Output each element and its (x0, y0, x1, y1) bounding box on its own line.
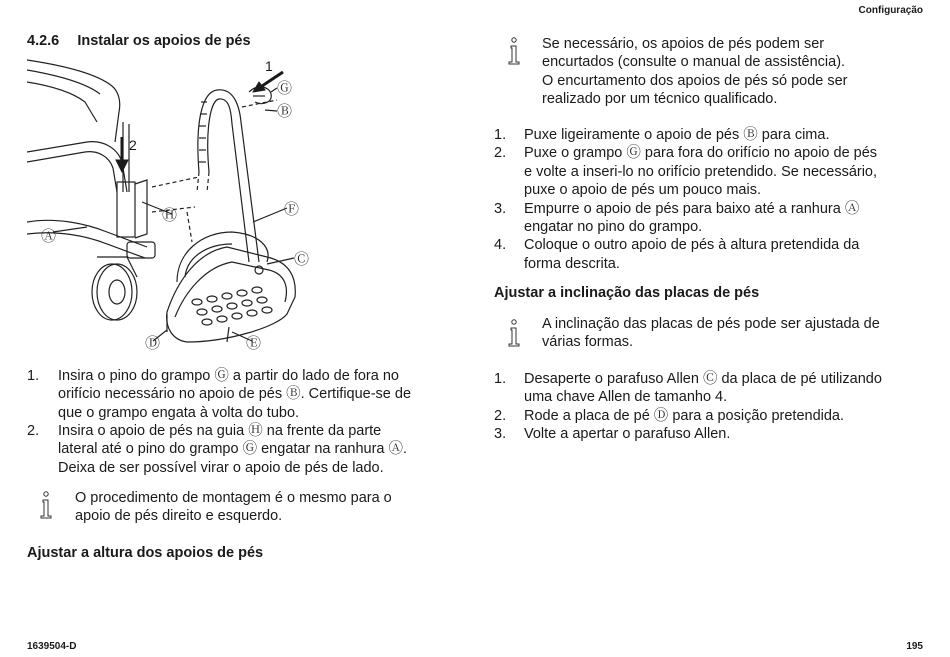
step-line: Deixa de ser possível virar o apoio de pés de lado. (58, 459, 384, 476)
step-line: forma descrita. (524, 255, 620, 272)
label-f: Ⓕ (284, 201, 300, 218)
label-e: Ⓔ (246, 335, 262, 352)
label-h: Ⓗ (162, 207, 178, 224)
step-line: Insira o pino do grampo Ⓖ a partir do lado de fora no (58, 368, 399, 384)
step-line: e volte a inseri-lo no orifício pretendido. Se necessário, (524, 163, 878, 180)
info-icon (37, 490, 55, 520)
step-line: uma chave Allen de tamanho 4. (524, 389, 728, 406)
list-item: 1. Insira o pino do grampo Ⓖ a partir do lado de fora no orifício necessário no apoio de pés Ⓑ. Certifique-se de que o grampo engata à volta do tubo. (27, 367, 442, 422)
info-icon (505, 318, 523, 348)
step-line: Insira o apoio de pés na guia Ⓗ na frente da parte (58, 423, 382, 439)
right-steps (494, 126, 919, 273)
step-line: Volte a apertar o parafuso Allen. (524, 426, 731, 443)
list-item: 2. Puxe o grampo Ⓖ para fora do orifício no apoio de pés e volte a inseri-lo no orifício pretendido. Se necessário, puxe o apoio de pés um pouco mais. (494, 144, 919, 199)
step-line: que o grampo engata à volta do tubo. (58, 404, 300, 421)
subheading-inclination: Ajustar a inclinação das placas de pés (494, 285, 760, 301)
list-item: 3. Empurre o apoio de pés para baixo até a ranhura Ⓐ engatar no pino do grampo. (494, 200, 919, 237)
right-note-2: A inclinação das placas de pés pode ser ajustada de várias formas. (542, 316, 880, 351)
callout-1: 1 (265, 58, 273, 74)
page-number: 195 (906, 641, 923, 652)
step-line: Puxe ligeiramente o apoio de pés Ⓑ para cima. (524, 127, 830, 143)
heading-number: 4.2.6 (27, 33, 60, 49)
step-line: orifício necessário no apoio de pés Ⓑ. Certifique-se de (58, 386, 412, 403)
list-item: 1. Puxe ligeiramente o apoio de pés Ⓑ para cima. (494, 126, 919, 144)
right-steps-2 (494, 370, 919, 444)
list-item: 1. Desaperte o parafuso Allen Ⓒ da placa de pé utilizando uma chave Allen de tamanho 4. (494, 370, 919, 407)
step-line: Empurre o apoio de pés para baixo até a ranhura Ⓐ (524, 200, 860, 217)
right-note-1: Se necessário, os apoios de pés podem ser encurtados (consulte o manual de assistência). O encurtamento dos apoios de pés só pode ser realizado por um técnico qualificado. (542, 36, 848, 108)
label-a: Ⓐ (41, 228, 57, 245)
subheading-height: Ajustar a altura dos apoios de pés (27, 545, 264, 561)
label-b: Ⓑ (277, 103, 293, 120)
footrest-installation-figure (27, 52, 337, 357)
doc-id: 1639504-D (27, 641, 77, 652)
list-item: 4. Coloque o outro apoio de pés à altura pretendida da forma descrita. (494, 236, 919, 273)
running-header: Configuração (858, 5, 923, 16)
step-line: engatar no pino do grampo. (524, 218, 703, 235)
left-steps (27, 367, 442, 477)
step-line: Coloque o outro apoio de pés à altura pretendida da (524, 237, 860, 254)
info-icon (505, 36, 523, 66)
callout-2: 2 (129, 137, 137, 153)
heading-title: Instalar os apoios de pés (77, 33, 251, 49)
left-note: O procedimento de montagem é o mesmo para o apoio de pés direito e esquerdo. (75, 490, 392, 525)
label-g: Ⓖ (277, 80, 293, 97)
step-line: Puxe o grampo Ⓖ para fora do orifício no apoio de pés (524, 145, 878, 162)
list-item: 2. Rode a placa de pé Ⓓ para a posição pretendida. (494, 407, 919, 425)
step-line: lateral até o pino do grampo Ⓖ engatar na ranhura Ⓐ. (58, 441, 408, 458)
label-c: Ⓒ (294, 251, 310, 268)
section-heading (27, 33, 251, 49)
step-line: Desaperte o parafuso Allen Ⓒ da placa de pé utilizando (524, 371, 882, 387)
step-line: Rode a placa de pé Ⓓ para a posição pretendida. (524, 407, 845, 424)
list-item: 2. Insira o apoio de pés na guia Ⓗ na frente da parte lateral até o pino do grampo Ⓖ engatar na ranhura Ⓐ. Deixa de ser possível virar o apoio de pés de lado. (27, 422, 442, 477)
label-d: Ⓓ (145, 335, 161, 352)
step-line: puxe o apoio de pés um pouco mais. (524, 182, 761, 199)
list-item: 3. Volte a apertar o parafuso Allen. (494, 425, 919, 443)
